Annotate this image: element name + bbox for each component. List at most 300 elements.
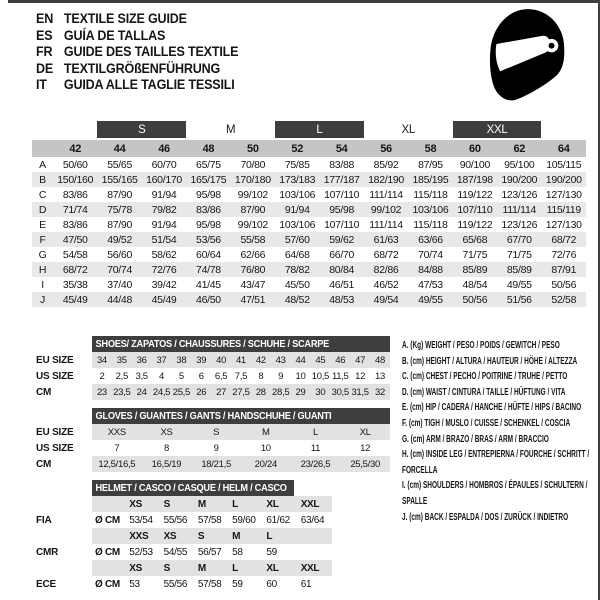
legend-item: I. (cm) SHOULDERS / HOMBROS / ÉPAULES / SCHULTERN / SPALLE [402,480,588,507]
cell-value: 30,5 [330,384,350,400]
measure-letter: G [38,248,47,261]
cell-value: 10,5 [311,370,330,382]
size-value: 190/200 [541,172,586,187]
helmet-data-row [36,544,332,560]
cell-value: 34 [92,352,112,368]
size-value: 119/122 [457,188,493,201]
size-value: 95/98 [319,202,363,217]
size-number: 64 [541,139,586,157]
helmet-title-cell [92,480,332,496]
cell-value: 46 [330,352,350,368]
table-title-bar [92,480,294,496]
cell-value: 39 [191,352,211,368]
label-col-spacer [36,496,92,512]
legend-item: C. (cm) CHEST / PECHO / POITRINE / TRUHE / PETTO [402,371,568,383]
size-value: 111/114 [497,202,541,217]
cell-value: 43 [271,352,291,368]
size-value: 115/118 [413,218,448,231]
cell-value: 35 [112,352,132,368]
cell-value: 12,5/16,5 [92,456,142,472]
gloves-table [36,408,390,472]
cell-value: XL [340,424,390,440]
helmet-size: L [263,528,297,544]
size-value: 74/78 [186,262,230,277]
size-value: 91/94 [151,188,177,201]
cell-value: 25,5/30 [340,456,390,472]
size-number: 50 [231,139,275,157]
helmet-value [298,544,332,560]
size-value: 107/110 [324,188,360,201]
size-value: 54/58 [62,248,88,261]
standard-label: CMR [36,544,92,560]
cell-value: 42 [251,352,271,368]
helmet-table [36,480,332,592]
size-number: 52 [275,139,319,157]
size-value: 127/130 [545,218,582,231]
cell-value: 27 [211,384,231,400]
size-value: 48/52 [275,292,319,307]
size-value: 55/65 [107,158,132,171]
legend-item: F. (cm) TIGH / MUSLO / CUISSE / SCHENKEL / COSCIA [402,417,571,429]
row-label: US SIZE [36,368,92,384]
helmet-size: XXL [298,560,332,576]
size-value: 39/42 [151,278,177,291]
label-col-spacer [36,560,92,576]
size-value: 115/118 [413,188,448,201]
cell-value: 27,5 [231,384,251,400]
legend-item: B. (cm) HEIGHT / ALTURA / HAUTEUR / HÖHE / ALTEZZA [402,355,578,367]
size-value: 182/190 [364,172,408,187]
size-table-row [32,247,586,262]
helmet-value: 61 [300,578,312,590]
size-value: 66/70 [329,248,355,261]
size-value: 91/94 [275,202,319,217]
cell-value: 7 [114,442,120,454]
table-title-bar [92,336,390,352]
label-col-spacer [36,408,92,424]
size-number: 46 [142,139,186,157]
size-value: 177/187 [319,172,363,187]
helmet-size [298,528,332,544]
size-value: 68/72 [373,248,399,261]
measure-letter: B [32,172,53,187]
size-value: 82/86 [364,262,408,277]
language-code: ES [36,27,53,43]
size-value: 49/55 [408,292,452,307]
size-value: 83/86 [62,188,88,201]
cell-value: 31,5 [350,384,370,400]
guide-title: TEXTILE SIZE GUIDE [63,11,187,26]
size-value: 123/126 [501,188,538,201]
mini-row [36,456,390,472]
cell-value: 4 [159,370,164,382]
size-number: 44 [97,139,141,157]
size-value: 44/48 [97,292,141,307]
cell-value: 40 [211,352,231,368]
size-value: 50/60 [62,158,88,171]
size-group-spacer [32,121,53,139]
language-row [36,11,238,28]
row-label: EU SIZE [36,352,92,368]
size-value: 68/72 [53,262,97,277]
cell-value: 3,5 [135,370,148,382]
cell-value: 10 [260,442,271,454]
size-value: 80/84 [319,262,363,277]
cell-value: 20/24 [241,456,291,472]
size-value: 55/58 [231,232,275,247]
helmet-size: M [229,528,263,544]
size-value: 103/106 [279,188,316,201]
guide-title: TEXTILGRÖßENFÜHRUNG [63,60,221,76]
label-col-spacer [36,528,92,544]
size-table-row [32,277,586,292]
helmet-size: M [195,560,229,576]
top-border-line [8,0,600,3]
cell-value: 45 [310,352,330,368]
helmet-value: 60 [266,578,277,590]
mini-title-row [36,336,390,352]
size-value: 46/50 [186,292,230,307]
cell-value: 24 [132,384,152,400]
size-value: 105/115 [546,158,582,171]
legend-item: A. (Kg) WEIGHT / PESO / POIDS / GEWITCH / PESO [402,340,560,351]
cell-value: 32 [370,384,390,400]
size-value: 185/195 [408,172,452,187]
size-table-row [32,157,586,172]
size-value: 52/58 [541,292,586,307]
cell-value: XS [142,424,192,440]
size-group-s: S [97,121,186,139]
size-value: 76/80 [231,262,275,277]
size-value: 87/90 [107,218,132,231]
label-col-spacer [36,480,92,496]
cell-value: 11 [310,442,321,454]
size-value: 47/51 [231,292,275,307]
size-numbers-spacer [32,139,53,157]
size-value: 60/70 [151,158,177,171]
size-value: 75/78 [97,202,141,217]
unit-col-spacer [92,528,126,544]
helmet-value: 53 [129,578,140,590]
size-table-row [32,172,586,187]
row-label: CM [36,456,92,472]
guide-title: GUIDA ALLE TAGLIE TESSILI [63,77,235,92]
helmet-sizes-row [36,496,332,512]
size-value: 50/56 [551,278,577,291]
size-value: 85/92 [373,158,399,171]
measure-letter: D [32,202,53,217]
size-value: 95/98 [196,218,221,231]
size-number: 58 [408,139,452,157]
size-value: 48/53 [319,292,363,307]
size-table-body [32,157,586,307]
size-value: 41/45 [196,278,221,291]
size-number: 62 [497,139,541,157]
size-value: 187/198 [453,172,497,187]
size-value: 63/66 [408,232,452,247]
size-value: 70/80 [240,158,266,171]
unit-col-spacer [92,560,126,576]
size-value: 111/114 [369,188,403,201]
cell-value: 12 [360,442,371,454]
helmet-value: 59 [266,546,277,558]
standard-label: FIA [36,512,92,528]
helmet-size: XXL [298,496,332,512]
size-group-m: M [186,121,275,139]
table-title: HELMET / CASCO / CASQUE / HELM / CASCO [95,482,287,494]
size-value: 83/86 [62,218,88,231]
size-value: 46/52 [373,278,399,291]
size-table-row [32,202,586,217]
cell-value: 28 [251,384,271,400]
mini-row [36,352,390,368]
size-value: 71/75 [506,248,532,261]
helmet-value: 63/64 [300,514,325,526]
size-value: 46/51 [329,278,355,291]
size-table-row [32,262,586,277]
textile-size-table [32,121,586,307]
size-value: 155/165 [97,172,141,187]
size-value: 49/54 [364,292,408,307]
cell-value: 11,5 [331,370,349,382]
mini-row [36,440,390,456]
measure-letter: F [32,232,53,247]
size-value: 62/66 [240,248,266,261]
mini-title-row [36,408,390,424]
size-number: 48 [186,139,230,157]
cell-value: L [291,424,341,440]
diameter-unit: Ø CM [95,546,120,558]
table-title: GLOVES / GUANTES / GANTS / HANDSCHUHE / GUANTI [95,410,332,422]
size-value: 90/100 [459,158,491,171]
cell-value: 38 [171,352,191,368]
size-value: 56/60 [107,248,132,261]
cell-value: XXS [92,424,142,440]
language-code: FR [36,44,53,59]
mini-row [36,384,390,400]
cell-value: 12 [355,370,366,382]
size-value: 119/122 [457,218,493,231]
mini-row [36,368,390,384]
helmet-value: 55/56 [163,514,188,526]
racing-helmet-icon [487,8,567,104]
size-value: 107/110 [453,202,497,217]
measure-letter: E [39,218,46,231]
size-value: 170/180 [231,172,275,187]
cell-value: 37 [152,352,172,368]
guide-title: GUÍA DE TALLAS [63,27,166,43]
size-value: 58/62 [151,248,177,261]
diameter-unit: Ø CM [95,514,120,526]
legend-item: G. (cm) ARM / BRAZO / BRAS / ARM / BRACCIO [402,433,549,445]
helmet-size: S [161,560,195,576]
size-group-row [32,121,586,139]
size-value: 75/85 [284,158,310,171]
size-value: 49/55 [506,278,532,291]
cell-value: 6 [198,370,204,382]
size-value: 111/114 [369,218,403,231]
legend-list [402,338,597,525]
size-value: 37/40 [107,278,132,291]
size-value: 107/110 [324,218,360,231]
helmet-value: 59 [232,578,243,590]
size-value: 72/76 [551,248,577,261]
language-code: EN [36,11,54,26]
size-value: 71/75 [462,248,488,261]
language-row [36,77,238,94]
size-value: 150/160 [53,172,97,187]
helmet-size: XXS [126,528,160,544]
helmet-value: 59/60 [232,514,256,526]
helmet-value: 61/62 [266,514,290,526]
size-value: 85/89 [497,262,541,277]
size-group-xxl: XXL [453,121,542,139]
size-value: 59/62 [319,232,363,247]
size-value: 87/91 [541,262,586,277]
size-value: 83/88 [329,158,355,171]
size-value: 87/95 [418,158,443,171]
language-title-list [36,11,238,94]
cell-value: S [191,424,241,440]
size-value: 95/98 [196,188,221,201]
language-row [36,61,238,78]
cell-value: 29 [291,384,311,400]
size-value: 51/56 [497,292,541,307]
cell-value: 41 [231,352,251,368]
size-value: 70/74 [418,248,443,261]
size-value: 190/200 [497,172,541,187]
size-table-head [32,121,586,157]
size-value: 45/49 [142,292,186,307]
size-value: 47/50 [53,232,97,247]
helmet-size: L [229,496,263,512]
cell-value: 2 [99,370,105,382]
helmet-value: 56/57 [197,546,222,558]
cell-value: 44 [291,352,311,368]
size-value: 65/75 [196,158,221,171]
size-value: 53/56 [186,232,230,247]
size-value: 51/54 [142,232,186,247]
row-label: CM [36,384,92,400]
helmet-data-row [36,576,332,592]
cell-value: 9 [278,370,284,382]
size-table-row [32,217,586,232]
size-value: 71/74 [53,202,97,217]
size-value: 83/86 [186,202,230,217]
helmet-value: 57/58 [197,514,222,526]
cell-value: 30 [310,384,330,400]
helmet-title-row [36,480,332,496]
helmet-size: XS [126,496,160,512]
measure-letter: A [39,158,46,171]
cell-value: 16,5/19 [142,456,192,472]
accessory-tables [36,336,390,600]
cell-value: 23 [92,384,112,400]
cell-value: 7,5 [234,370,248,382]
size-value: 45/50 [284,278,310,291]
size-value: 84/88 [408,262,452,277]
standard-label: ECE [36,576,92,592]
size-value: 103/106 [279,218,316,231]
size-group-l: L [275,121,364,139]
cell-value: 23/26,5 [291,456,341,472]
helmet-value: 57/58 [197,578,222,590]
size-table-row [32,232,586,247]
size-value: 35/38 [62,278,88,291]
language-row [36,28,238,45]
size-value: 160/170 [142,172,186,187]
size-value: 173/183 [275,172,319,187]
size-number: 56 [364,139,408,157]
size-value: 50/56 [453,292,497,307]
size-value: 165/175 [186,172,230,187]
size-value: 99/102 [237,188,268,201]
helmet-size: L [229,560,263,576]
size-value: 67/70 [497,232,541,247]
size-value: 72/76 [142,262,186,277]
size-value: 87/90 [231,202,275,217]
measure-letter: I [41,278,44,291]
measure-letter: J [32,292,53,307]
size-value: 103/106 [408,202,452,217]
cell-value: 8 [258,370,264,382]
helmet-size: XS [161,528,195,544]
size-value: 70/74 [97,262,141,277]
cell-value: 28,5 [271,384,291,400]
cell-value: 18/21,5 [191,456,241,472]
helmet-value: 58 [232,546,243,558]
size-value: 68/72 [541,232,586,247]
helmet-value: 54/55 [163,546,188,558]
legend-item: E. (cm) HIP / CADERA / HANCHE / HÜFTE / HIPS / BACINO [402,402,582,414]
size-number: 54 [319,139,363,157]
cell-value: 36 [132,352,152,368]
cell-value: 47 [350,352,370,368]
shoes-table [36,336,390,400]
cell-value: 13 [375,370,385,382]
size-group-empty [541,121,586,139]
unit-col-spacer [92,496,126,512]
size-value: 123/126 [501,218,538,231]
size-value: 78/82 [275,262,319,277]
size-value: 49/52 [97,232,141,247]
table-title: SHOES/ ZAPATOS / CHAUSSURES / SCHUHE / SCARPE [95,338,330,350]
helmet-size: S [195,528,229,544]
size-value: 95/100 [504,158,535,171]
helmet-size: XS [126,560,160,576]
label-col-spacer [36,336,92,352]
cell-value: M [241,424,291,440]
cell-value: 25,5 [171,384,191,400]
size-value: 57/60 [275,232,319,247]
language-code: IT [36,77,47,92]
helmet-size: XL [263,560,297,576]
size-value: 61/63 [364,232,408,247]
legend-item: J. (cm) BACK / ESPALDA / DOS / ZURÜCK / INDIETRO [402,511,569,523]
legend-item: D. (cm) WAIST / CINTURA / TAILLE / HÜFTUNG / VITA [402,386,566,398]
cell-value: 2,5 [115,370,128,382]
size-value: 87/90 [107,188,132,201]
cell-value: 23,5 [112,384,132,400]
row-label: EU SIZE [36,424,92,440]
measure-letter: H [32,262,53,277]
row-label: US SIZE [36,440,92,456]
size-number: 60 [453,139,497,157]
helmet-size: M [195,496,229,512]
cell-value: 26 [191,384,211,400]
helmet-size: S [161,496,195,512]
cell-value: 10 [295,370,306,382]
